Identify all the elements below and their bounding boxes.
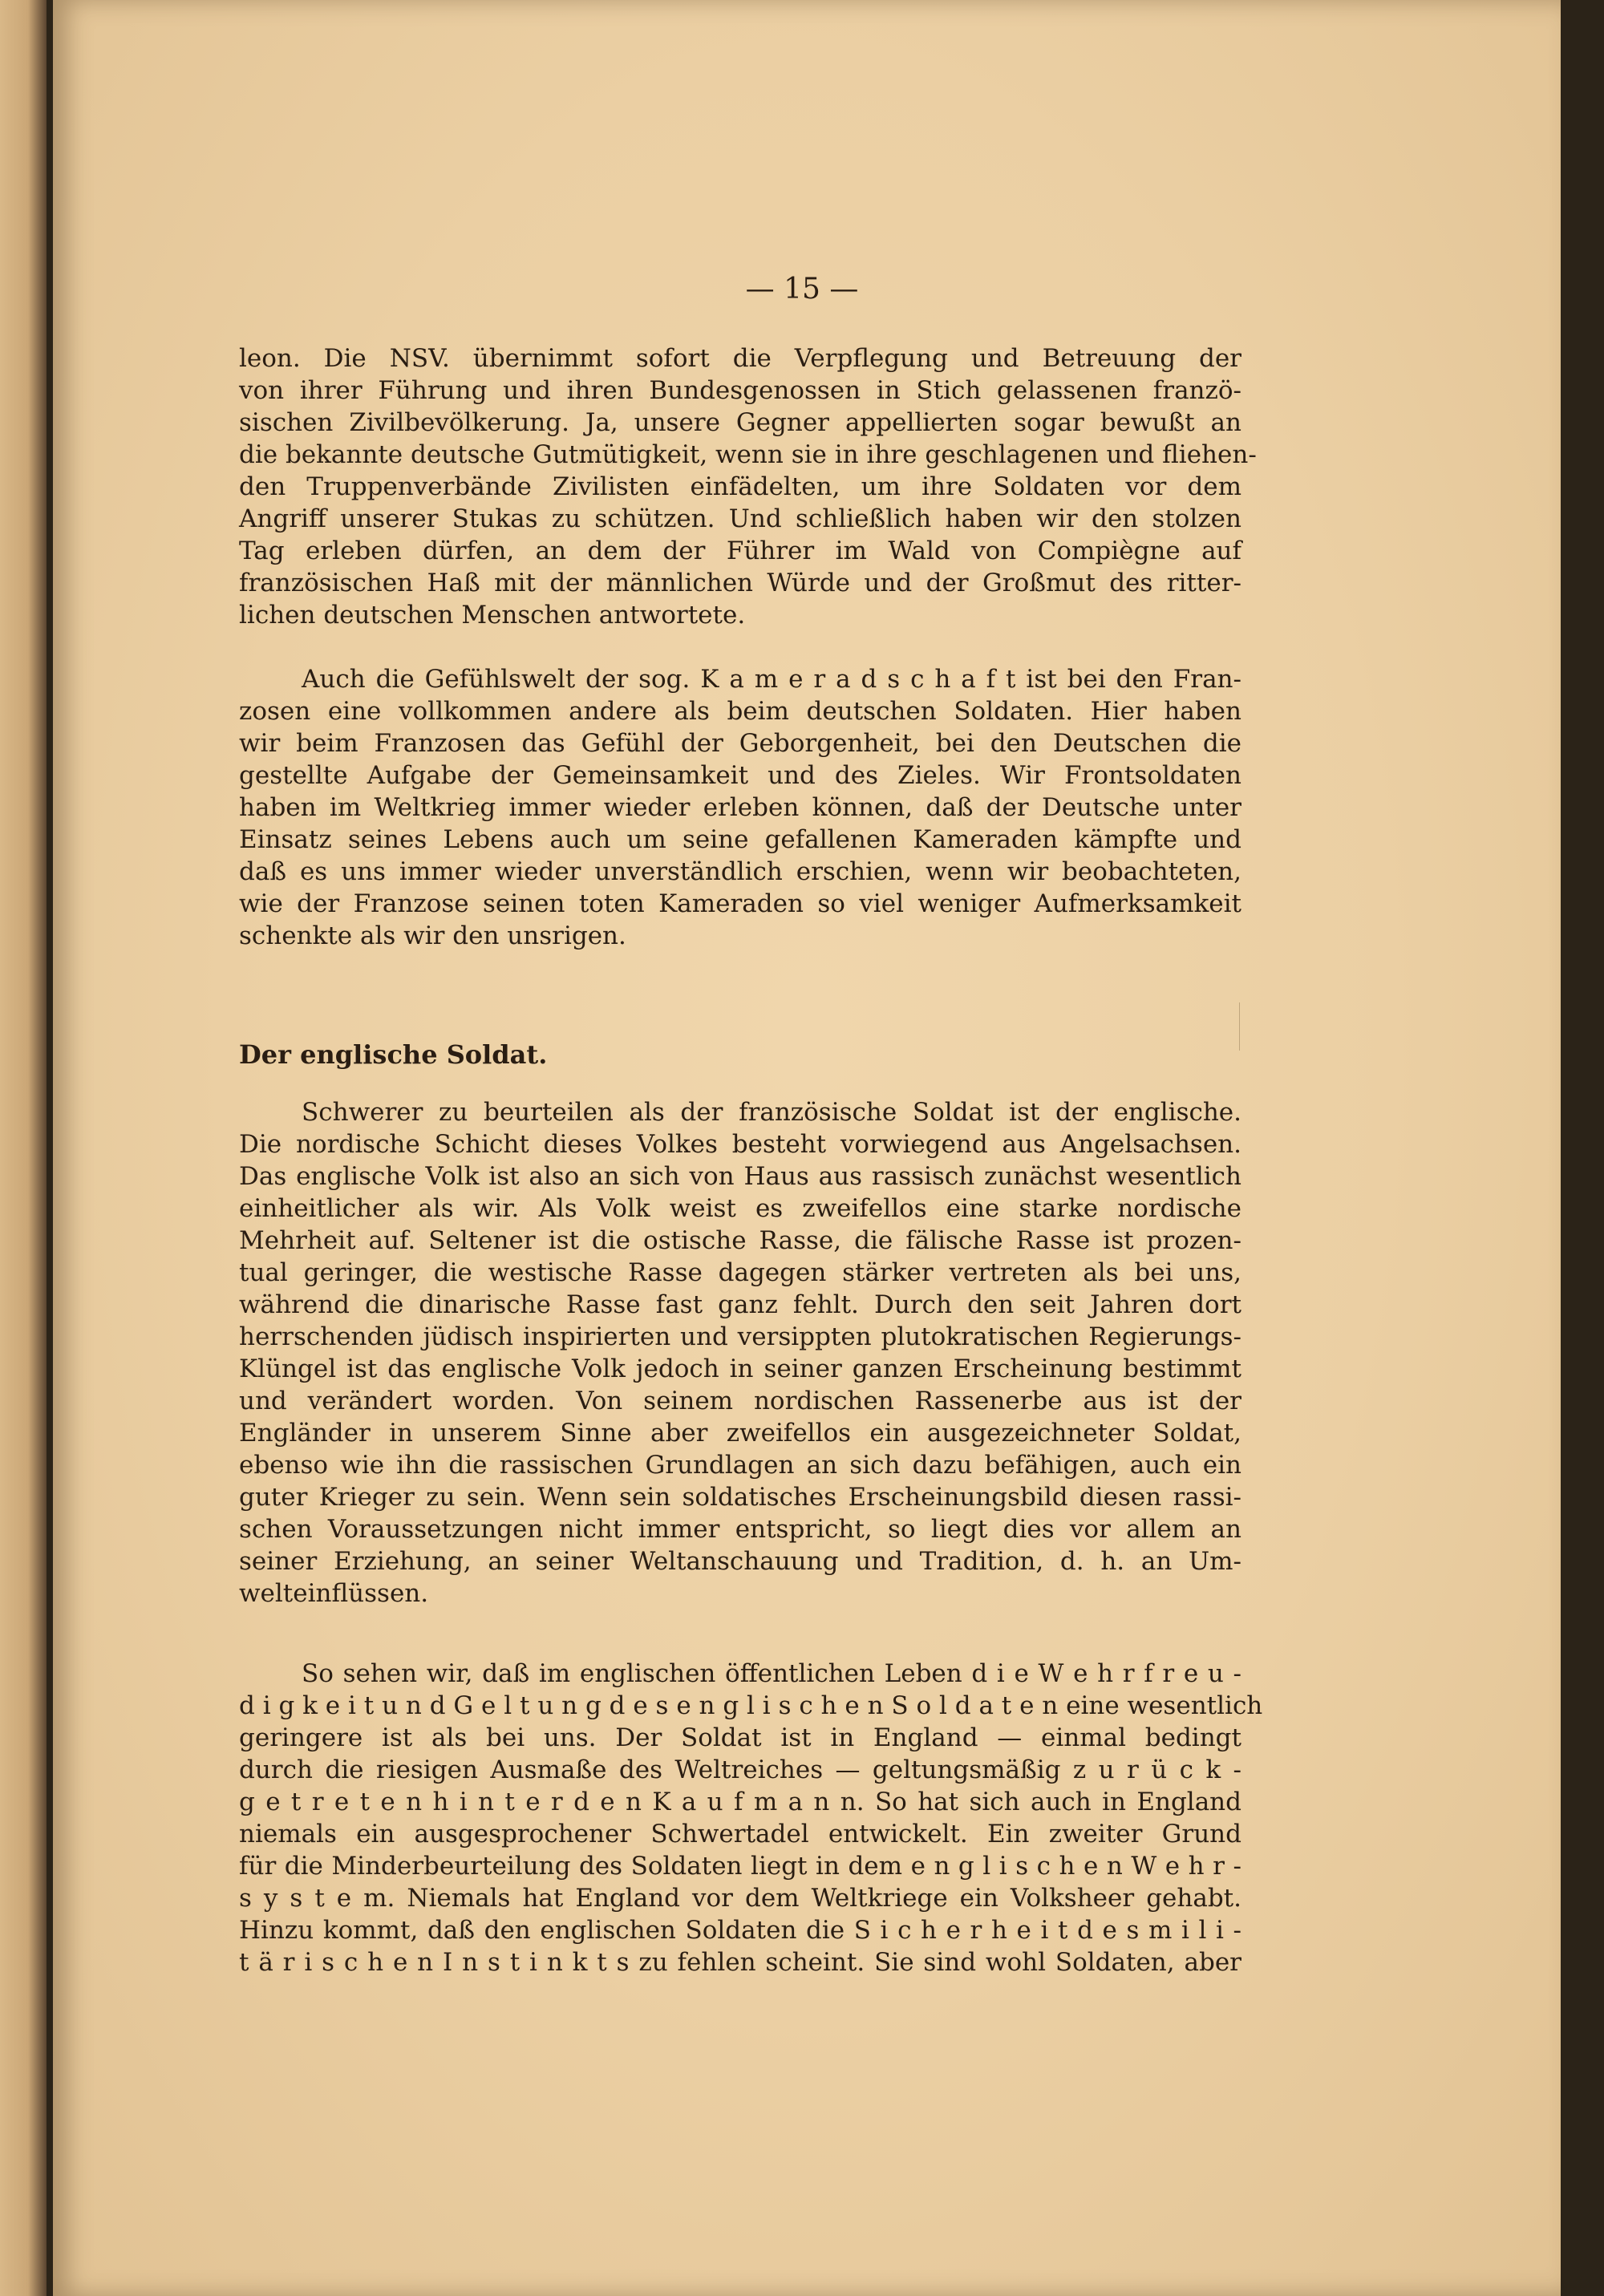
text-line: einheitlicher als wir. Als Volk weist es zweifellos eine starke nordische [239,1194,1241,1223]
text-line: schen Voraussetzungen nicht immer entspricht, so liegt dies vor allem an [239,1515,1241,1544]
text-line: guter Krieger zu sein. Wenn sein soldatisches Erscheinungsbild diesen rassi- [239,1483,1241,1512]
section-heading: Der englische Soldat. [239,1039,548,1070]
text-line: t ä r i s c h e n I n s t i n k t s zu fehlen scheint. Sie sind wohl Soldaten, aber [239,1948,1241,1977]
text-line: wir beim Franzosen das Gefühl der Geborgenheit, bei den Deutschen die [239,729,1241,758]
text-line: schenkte als wir den unsrigen. [239,921,626,950]
text-line: Angriff unserer Stukas zu schützen. Und schließlich haben wir den stolzen [239,504,1241,533]
text-line: Tag erleben dürfen, an dem der Führer im Wald von Compiègne auf [239,537,1241,565]
text-line: Klüngel ist das englische Volk jedoch in seiner ganzen Erscheinung bestimmt [239,1355,1241,1383]
text-line: Mehrheit auf. Seltener ist die ostische Rasse, die fälische Rasse ist prozen- [239,1226,1241,1255]
text-line: Engländer in unserem Sinne aber zweifellos ein ausgezeichneter Soldat, [239,1419,1241,1448]
text-line: Die nordische Schicht dieses Volkes besteht vorwiegend aus Angelsachsen. [239,1130,1241,1159]
text-line: ebenso wie ihn die rassischen Grundlagen an sich dazu befähigen, auch ein [239,1451,1241,1480]
text-line: den Truppenverbände Zivilisten einfädelten, um ihre Soldaten vor dem [239,472,1241,501]
text-line: während die dinarische Rasse fast ganz fehlt. Durch den seit Jahren dort [239,1290,1241,1319]
text-line: gestellte Aufgabe der Gemeinsamkeit und des Zieles. Wir Frontsoldaten [239,761,1241,790]
text-line: Einsatz seines Lebens auch um seine gefallenen Kameraden kämpfte und [239,825,1241,854]
text-line: Auch die Gefühlswelt der sog. K a m e r a d s c h a f t ist bei den Fran- [302,665,1241,694]
text-line: und verändert worden. Von seinem nordischen Rassenerbe aus ist der [239,1387,1241,1415]
text-line: s y s t e m. Niemals hat England vor dem Weltkriege ein Volksheer gehabt. [239,1884,1241,1913]
text-line: geringere ist als bei uns. Der Soldat ist in England — einmal bedingt [239,1723,1241,1752]
text-line: lichen deutschen Menschen antwortete. [239,601,746,630]
text-line: französischen Haß mit der männlichen Würde und der Großmut des ritter- [239,569,1241,597]
text-line: haben im Weltkrieg immer wieder erleben können, daß der Deutsche unter [239,793,1241,822]
text-line: sischen Zivilbevölkerung. Ja, unsere Gegner appellierten sogar bewußt an [239,408,1241,437]
facing-page-edge [0,0,47,2296]
text-line: Schwerer zu beurteilen als der französische Soldat ist der englische. [302,1098,1241,1127]
text-line: niemals ein ausgesprochener Schwertadel entwickelt. Ein zweiter Grund [239,1820,1241,1849]
text-line: seiner Erziehung, an seiner Weltanschauung und Tradition, d. h. an Um- [239,1547,1241,1576]
text-line: für die Minderbeurteilung des Soldaten liegt in dem e n g l i s c h e n W e h r - [239,1852,1241,1881]
text-line: g e t r e t e n h i n t e r d e n K a u f m a n n. So hat sich auch in England [239,1788,1241,1816]
text-line: von ihrer Führung und ihren Bundesgenossen in Stich gelassenen franzö- [239,376,1241,405]
text-line: leon. Die NSV. übernimmt sofort die Verpflegung und Betreuung der [239,344,1241,373]
text-line: durch die riesigen Ausmaße des Weltreiches — geltungsmäßig z u r ü c k - [239,1755,1241,1784]
text-line: tual geringer, die westische Rasse dagegen stärker vertreten als bei uns, [239,1258,1241,1287]
text-line: So sehen wir, daß im englischen öffentlichen Leben d i e W e h r f r e u - [302,1659,1241,1688]
text-line: d i g k e i t u n d G e l t u n g d e s e n g l i s c h e n S o l d a t e n eine wesentlich [239,1691,1263,1720]
page-number: — 15 — [745,273,859,306]
text-line: zosen eine vollkommen andere als beim deutschen Soldaten. Hier haben [239,697,1241,726]
margin-mark [1239,1002,1240,1051]
text-line: Das englische Volk ist also an sich von Haus aus rassisch zunächst wesentlich [239,1162,1241,1191]
text-line: welteinflüssen. [239,1579,429,1608]
text-line: herrschenden jüdisch inspirierten und versippten plutokratischen Regierungs- [239,1322,1241,1351]
text-line: wie der Franzose seinen toten Kameraden so viel weniger Aufmerksamkeit [239,889,1241,918]
text-line: die bekannte deutsche Gutmütigkeit, wenn sie in ihre geschlagenen und fliehen- [239,440,1257,469]
text-line: daß es uns immer wieder unverständlich erschien, wenn wir beobachteten, [239,857,1241,886]
text-line: Hinzu kommt, daß den englischen Soldaten die S i c h e r h e i t d e s m i l i - [239,1916,1241,1945]
